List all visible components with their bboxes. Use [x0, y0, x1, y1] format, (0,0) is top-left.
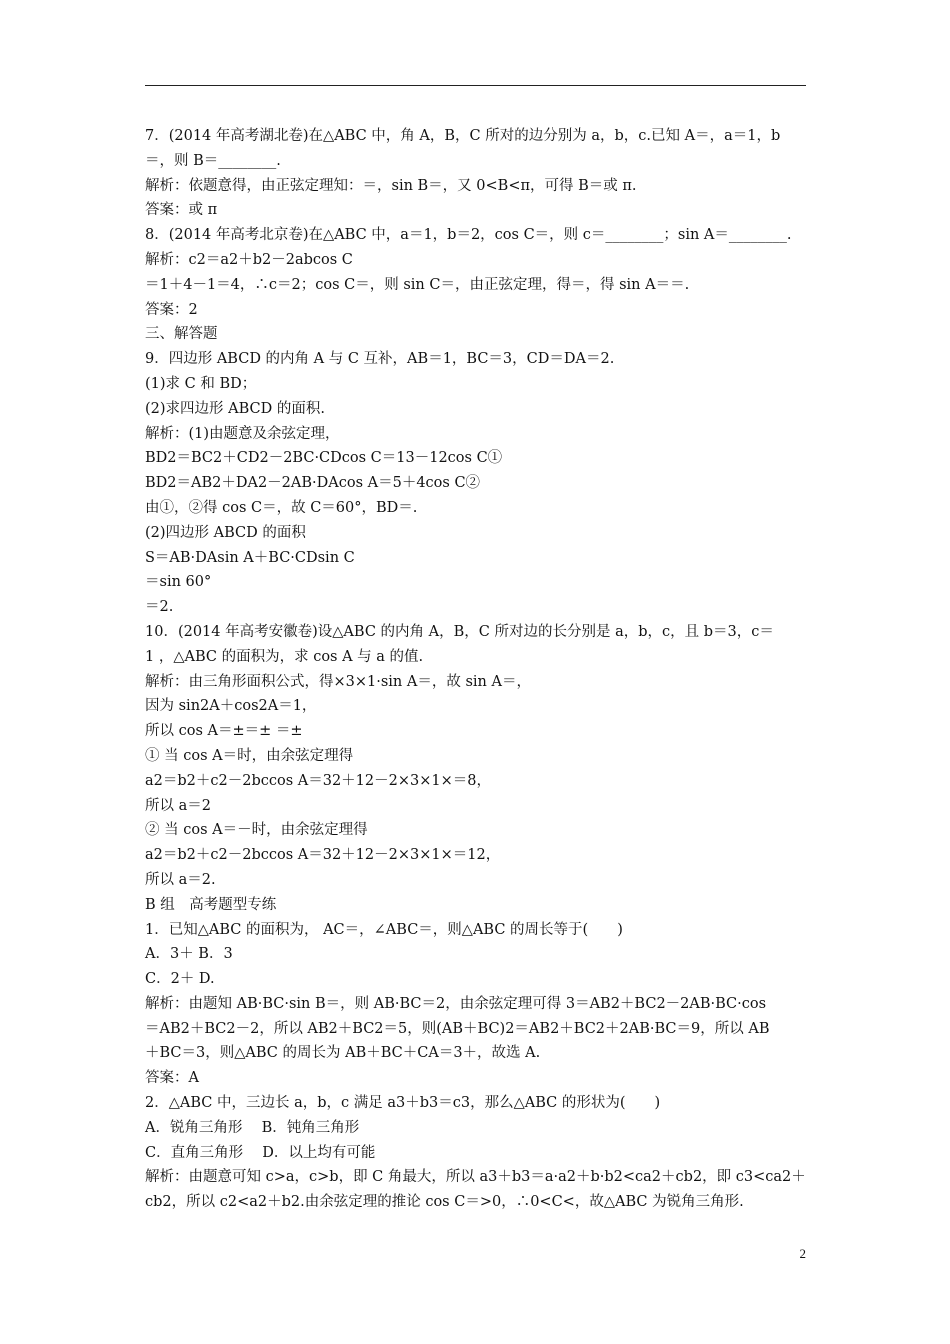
text-line: 9．四边形 ABCD 的内角 A 与 C 互补，AB＝1，BC＝3，CD＝DA＝2.	[145, 351, 615, 368]
text-line: (2)四边形 ABCD 的面积	[145, 524, 306, 541]
text-line: (2)求四边形 ABCD 的面积.	[145, 400, 325, 417]
text-line: BD2＝AB2＋DA2－2AB·DAcos A＝5＋4cos C②	[145, 475, 481, 492]
text-line: 解析：c2＝a2＋b2－2abcos C	[145, 251, 353, 268]
text-line: 1．已知△ABC 的面积为， AC＝，∠ABC＝，则△ABC 的周长等于( )	[145, 921, 623, 938]
text-line: 解析：由题意可知 c>a，c>b，即 C 角最大，所以 a3＋b3＝a·a2＋b·b2<ca2＋cb2，即 c3<ca2＋	[145, 1169, 806, 1186]
text-line: A．锐角三角形 B．钝角三角形	[145, 1119, 360, 1136]
text-line: ＝，则 B＝________.	[145, 152, 281, 169]
text-line: 解析：(1)由题意及余弦定理，	[145, 425, 340, 442]
document-body	[145, 124, 806, 1215]
text-line: BD2＝BC2＋CD2－2BC·CDcos C＝13－12cos C①	[145, 450, 503, 467]
text-line: S＝AB·DAsin A＋BC·CDsin C	[145, 549, 355, 566]
text-line: 答案：或 π	[145, 202, 218, 219]
text-line: ＝1＋4－1＝4，∴c＝2；cos C＝，则 sin C＝，由正弦定理，得＝，得 sin A＝＝.	[145, 276, 690, 293]
text-line: 所以 a＝2.	[145, 871, 216, 888]
page-number: 2	[799, 1246, 806, 1261]
text-line: 答案：2	[145, 301, 198, 318]
text-line: 2．△ABC 中，三边长 a，b，c 满足 a3＋b3＝c3，那么△ABC 的形状为( )	[145, 1095, 661, 1112]
text-line: 1 ，△ABC 的面积为，求 cos A 与 a 的值.	[145, 648, 424, 665]
text-line: 因为 sin2A＋cos2A＝1，	[145, 698, 317, 715]
text-line: 三、解答题	[145, 326, 218, 343]
text-line: 10．(2014 年高考安徽卷)设△ABC 的内角 A，B，C 所对边的长分别是 a，b，c，且 b＝3，c＝	[145, 623, 774, 640]
text-line: 所以 cos A＝±＝± ＝±	[145, 723, 303, 740]
text-line: a2＝b2＋c2－2bccos A＝32＋12－2×3×1×＝8，	[145, 772, 491, 789]
text-line: C．直角三角形 D．以上均有可能	[145, 1144, 376, 1161]
text-line: ＝AB2＋BC2－2，所以 AB2＋BC2＝5，则(AB＋BC)2＝AB2＋BC2＋2AB·BC＝9，所以 AB	[145, 1020, 770, 1037]
text-line: 8．(2014 年高考北京卷)在△ABC 中，a＝1，b＝2，cos C＝，则 c＝________；sin A＝________.	[145, 227, 792, 244]
text-line: ＋BC＝3，则△ABC 的周长为 AB＋BC＋CA＝3＋，故选 A.	[145, 1045, 541, 1062]
text-line: A．3＋ B．3	[145, 946, 233, 963]
text-line: cb2，所以 c2<a2＋b2.由余弦定理的推论 cos C＝>0，∴0<C<，故△ABC 为锐角三角形.	[145, 1194, 744, 1211]
header-rule	[145, 85, 806, 86]
text-line: 由①，②得 cos C＝，故 C＝60°，BD＝.	[145, 499, 418, 516]
text-line: ＝2.	[145, 599, 174, 616]
text-line: a2＝b2＋c2－2bccos A＝32＋12－2×3×1×＝12，	[145, 847, 501, 864]
text-line: B 组 高考题型专练	[145, 896, 277, 913]
text-line: 解析：依题意得，由正弦定理知：＝，sin B＝，又 0<B<π，可得 B＝或 π.	[145, 177, 637, 194]
text-line: 7．(2014 年高考湖北卷)在△ABC 中，角 A，B，C 所对的边分别为 a，b，c.已知 A＝，a＝1，b	[145, 128, 781, 144]
text-line: 所以 a＝2	[145, 797, 211, 814]
text-line: (1)求 C 和 BD；	[145, 375, 257, 392]
text-line: 答案：A	[145, 1070, 199, 1087]
text-line: ＝sin 60°	[145, 574, 212, 591]
text-line: ② 当 cos A＝－时，由余弦定理得	[145, 822, 368, 839]
text-line: ① 当 cos A＝时，由余弦定理得	[145, 747, 354, 764]
text-line: 解析：由三角形面积公式，得×3×1·sin A＝，故 sin A＝，	[145, 673, 531, 690]
text-line: 解析：由题知 AB·BC·sin B＝，则 AB·BC＝2，由余弦定理可得 3＝AB2＋BC2－2AB·BC·cos	[145, 995, 767, 1012]
text-line: C．2＋ D.	[145, 971, 215, 988]
